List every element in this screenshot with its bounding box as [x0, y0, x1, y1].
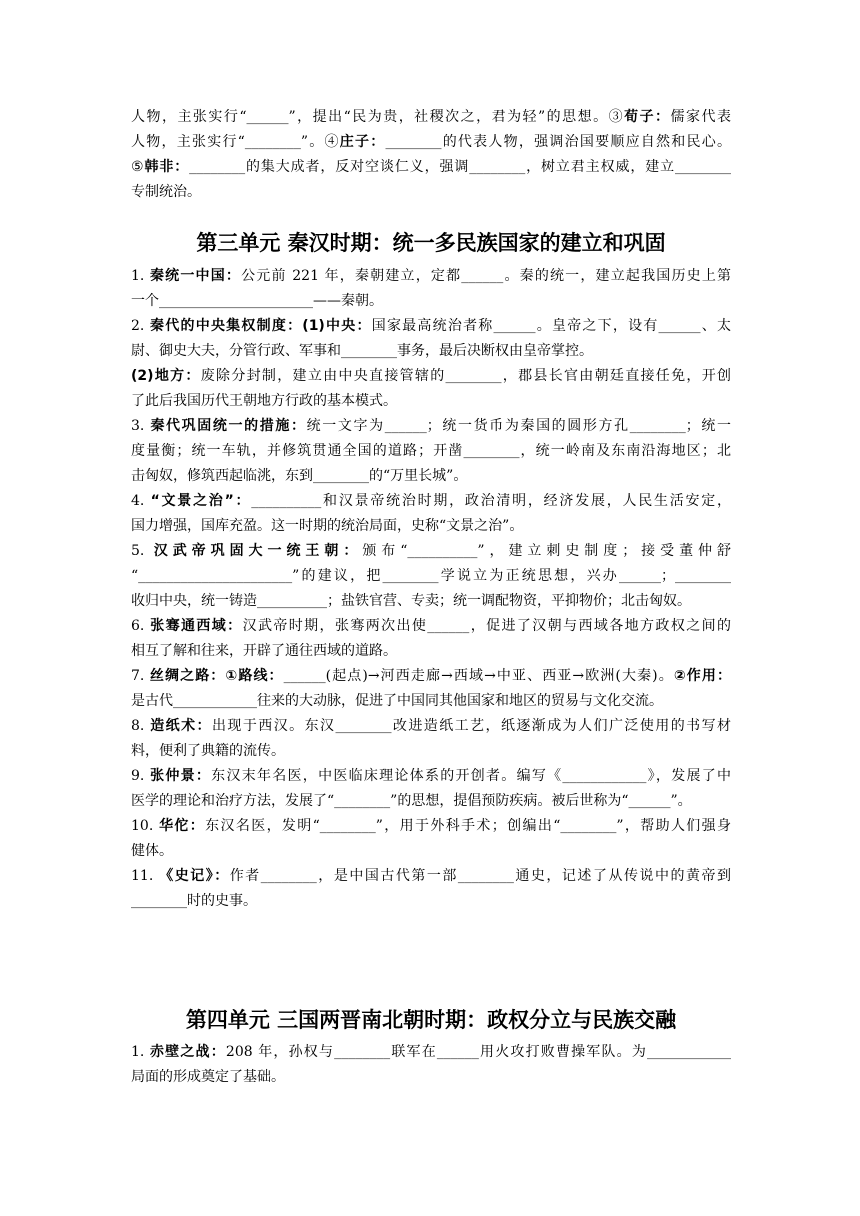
text-line [131, 364, 731, 389]
text-run: 医学的理论和治疗方法，发展了“________”的思想，提倡预防疾病。被后世称为“______”。 [131, 793, 692, 809]
text-run: 国力增强，国库充盈。这一时期的统治局面，史称“文景之治”。 [131, 518, 524, 534]
text-run: 儒家代表 [670, 109, 731, 125]
text-line [131, 489, 731, 514]
text-run: 公元前 221 年，秦朝建立，定都______。秦的统一，建立起我国历史上第 [241, 268, 732, 284]
unit3-heading: 第三单元 秦汉时期：统一多民族国家的建立和巩固 [196, 231, 666, 255]
text-run: 2. [131, 318, 151, 334]
bold-term: 《史记》： [159, 868, 230, 884]
bold-term: 秦代巩固统一的措施： [150, 418, 307, 434]
text-line [131, 464, 731, 489]
text-line [131, 514, 731, 539]
text-run: 专制统治。 [131, 184, 201, 200]
text-run: 统一文字为______；统一货币为秦国的圆形方孔________；统一 [306, 418, 732, 434]
text-run: 1. [131, 268, 150, 284]
text-line [131, 739, 731, 764]
text-line [131, 564, 731, 589]
bold-term: 造纸术： [150, 718, 212, 734]
text-run: 东汉名医，发明“________”，用于外科手术；创编出“________”，帮助人们强身 [205, 818, 732, 834]
text-run: 度量衡；统一车轨，并修筑贯通全国的道路；开凿________，统一岭南及东南沿海地区；北 [131, 443, 731, 459]
bold-term: 赤壁之战： [150, 1044, 226, 1060]
text-run: ⑤ [131, 159, 145, 175]
text-run: 一个______________________——秦朝。 [131, 293, 383, 309]
text-line [131, 639, 731, 664]
text-run: 相互了解和往来，开辟了通往西域的道路。 [131, 643, 397, 659]
text-line [131, 105, 731, 130]
text-line [131, 289, 731, 314]
text-line [131, 339, 731, 364]
text-run: 局面的形成奠定了基础。 [131, 1069, 285, 1085]
text-run: 5. [131, 543, 154, 559]
text-run: 是古代____________往来的大动脉，促进了中国同其他国家和地区的贸易与文化交流。 [131, 693, 663, 709]
bold-term: 华佗： [159, 818, 206, 834]
text-line [131, 389, 731, 414]
text-run: 健体。 [131, 843, 173, 859]
text-run: “______________________”的建议，把________学说立为正统思想，兴办______；________ [131, 568, 731, 584]
unit3-content [131, 264, 731, 914]
text-line [131, 180, 731, 205]
text-line [131, 1065, 731, 1090]
text-line [131, 264, 731, 289]
text-run: 尉、御史大夫，分管行政、军事和________事务，最后决断权由皇帝掌控。 [131, 343, 593, 359]
text-line [131, 1040, 731, 1065]
text-run: 国家最高统治者称______。皇帝之下，设有______、太 [371, 318, 732, 334]
text-run: 人物，主张实行“______”，提出“民为贵，社稷次之，君为轻”的思想。③ [131, 109, 625, 125]
text-line [131, 664, 731, 689]
text-run: 了此后我国历代王朝地方行政的基本模式。 [131, 393, 397, 409]
text-line [131, 814, 731, 839]
text-run: 东汉末年名医，中医临床理论体系的开创者。编写《____________》，发展了中 [211, 768, 732, 784]
text-line [131, 155, 731, 180]
text-run: ________时的史事。 [131, 893, 257, 909]
text-run: 208 年，孙权与________联军在______用火攻打败曹操军队。为____________ [225, 1044, 732, 1060]
text-line [131, 789, 731, 814]
text-run: 料，便利了典籍的流传。 [131, 743, 285, 759]
bold-term: (2)地方： [131, 368, 201, 384]
text-line [131, 539, 731, 564]
bold-term: 秦统一中国： [150, 268, 242, 284]
text-run: 9. [131, 768, 151, 784]
text-run: 废除分封制，建立由中央直接管辖的________，郡县长官由朝廷直接任免，开创 [200, 368, 731, 384]
unit4-heading: 第四单元 三国两晋南北朝时期：政权分立与民族交融 [185, 1008, 677, 1032]
text-line [131, 130, 731, 155]
text-run: 颁布“__________”，建立刺史制度；接受董仲舒 [362, 543, 731, 559]
text-run: 3. [131, 418, 151, 434]
text-run: 6. [131, 618, 151, 634]
text-run: 汉武帝时期，张骞两次出使______，促进了汉朝与西域各地方政权之间的 [242, 618, 732, 634]
text-run: 击匈奴，修筑西起临洮，东到________的“万里长城”。 [131, 468, 468, 484]
bold-term: 秦代的中央集权制度：(1)中央： [150, 318, 372, 334]
unit4-content [131, 1040, 731, 1090]
intro-paragraph [131, 105, 731, 205]
bold-term: 庄子： [339, 134, 386, 150]
text-run: 收归中央，统一铸造__________；盐铁官营、专卖；统一调配物资，平抑物价；北击匈奴。 [131, 593, 691, 609]
text-run: 4. [131, 493, 151, 509]
text-line [131, 889, 731, 914]
text-run: 作者________，是中国古代第一部________通史，记述了从传说中的黄帝到 [229, 868, 732, 884]
bold-term: 张仲景： [150, 768, 212, 784]
bold-term: 张骞通西域： [150, 618, 243, 634]
text-line [131, 439, 731, 464]
text-line [131, 839, 731, 864]
text-run: 11. [131, 868, 160, 884]
text-run: 8. [131, 718, 151, 734]
text-line [131, 689, 731, 714]
bold-term: 荀子： [624, 109, 671, 125]
text-run: 人物，主张实行“________”。④ [131, 134, 340, 150]
text-run: 10. [131, 818, 160, 834]
text-run: 出现于西汉。东汉________改进造纸工艺，纸逐渐成为人们广泛使用的书写材 [212, 718, 732, 734]
text-run: __________和汉景帝统治时期，政治清明，经济发展，人民生活安定， [251, 493, 732, 509]
text-line [131, 414, 731, 439]
text-run: ______(起点)→河西走廊→西域→中亚、西亚→欧洲(大秦)。 [283, 668, 674, 684]
bold-term: 韩非： [144, 159, 190, 175]
text-run: ________的代表人物，强调治国要顺应自然和民心。 [385, 134, 732, 150]
text-run: 1. [131, 1044, 150, 1060]
text-line [131, 614, 731, 639]
bold-term: “文景之治”： [150, 493, 252, 509]
text-line [131, 589, 731, 614]
bold-term: ②作用： [673, 668, 731, 684]
text-run: 7. [131, 668, 150, 684]
text-line [131, 314, 731, 339]
bold-term: 丝绸之路：①路线： [149, 668, 284, 684]
bold-term: 汉武帝巩固大一统王朝： [153, 543, 363, 559]
text-line [131, 864, 731, 889]
text-line [131, 764, 731, 789]
text-line [131, 714, 731, 739]
text-run: ________的集大成者，反对空谈仁义，强调________，树立君主权威，建立________ [189, 159, 731, 175]
